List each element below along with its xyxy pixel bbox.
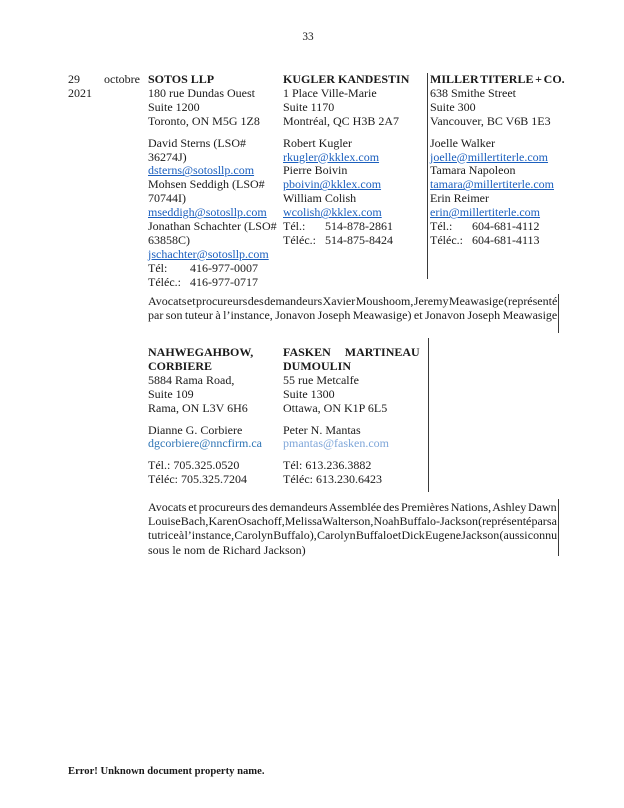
phone-label: Téléc.: [148,274,181,289]
paragraph-text: sous le nom de Richard Jackson) [148,542,306,557]
text-line: 638 Smithe Street [430,85,516,100]
phone-line [148,276,279,290]
text-line: Peter N. Mantas [283,422,361,437]
page-number: 33 [302,31,314,43]
firm-heading-line [148,360,279,374]
column-line [430,101,565,115]
counsel-description-1 [148,294,557,322]
firm-column-miller [430,73,565,248]
phone-label: Téléc.: [283,232,316,247]
column-line [283,374,420,388]
paragraph-line [148,514,557,528]
column-line [283,101,411,115]
text-line: Ottawa, ON K1P 6L5 [283,400,388,415]
phone-label: Tél.: [283,219,306,234]
column-line [430,192,565,206]
text-line: Dianne G. Corbiere [148,422,243,437]
column-line [148,424,279,438]
text-line: Toronto, ON M5G 1Z8 [148,113,260,128]
column-line [283,87,411,101]
column-line [148,473,279,487]
text-line: Joelle Walker [430,135,496,150]
phone-text: Tél: 416-977-0007 [148,260,258,275]
change-bar-4 [558,499,559,556]
text-line: Suite 109 [148,386,194,401]
text-line: David Sterns (LSO# [148,135,246,150]
firm-name-text: KUGLER KANDESTIN [283,72,410,86]
column-line [283,388,420,402]
text-line: Robert Kugler [283,135,352,150]
text-line: 36274J) [148,149,187,164]
column-line [283,437,420,451]
paragraph-text: Avocats et procureurs des demandeurs Xavier Moushoom, Jeremy Meawasige (représenté [148,294,558,308]
email-link[interactable]: pmantas@fasken.com [283,436,390,451]
paragraph-text: Louise Bach, Karen Osachoff, Melissa Walterson, Noah Buffalo-Jackson (représenté par sa [148,514,557,529]
column-line [148,87,279,101]
column-line [430,151,565,165]
email-link[interactable]: erin@millertiterle.com [430,205,541,220]
email-link[interactable]: rkugler@kklex.com [283,149,380,164]
text-line: 70744I) [148,191,186,206]
column-line [148,192,279,206]
paragraph-line [148,528,557,542]
entry-date-line1 [68,73,140,87]
email-link[interactable]: wcolish@kklex.com [283,205,382,220]
column-line [148,248,279,262]
firm-heading-line [283,360,420,374]
phone-text: Téléc.: 604-681-4113 [430,232,540,247]
phone-text: Téléc.: 416-977-0717 [148,274,258,289]
column-line [283,459,420,473]
firm-heading-line [148,346,279,360]
column-line [283,115,411,129]
paragraph-line [148,500,557,514]
firm-name-text: MILLER TITERLE + CO. [430,72,565,86]
column-line [148,234,279,248]
column-line [148,164,279,178]
text-line: 5884 Rama Road, [148,372,235,387]
column-line [430,115,565,129]
column-line [148,220,279,234]
firm-column-fasken [283,346,420,487]
firm-heading-line [148,73,279,87]
phone-line [283,234,411,248]
text-line: Suite 300 [430,99,476,114]
email-link[interactable]: tamara@millertiterle.com [430,177,554,192]
footer-error-text: Error! Unknown document property name. [68,766,265,777]
text-line: 180 rue Dundas Ouest [148,85,255,100]
entry-date-year: 2021 [68,85,92,100]
text-line: Tamara Napoleon [430,163,516,178]
paragraph-line [148,308,557,322]
text-line: Vancouver, BC V6B 1E3 [430,113,551,128]
text-line: 63858C) [148,232,190,247]
text-line: William Colish [283,191,357,206]
column-line [283,178,411,192]
phone-line [283,220,411,234]
column-line [148,459,279,473]
entry-date-line2 [68,87,140,101]
email-link[interactable]: pboivin@kklex.com [283,177,382,192]
text-line: Montréal, QC H3B 2A7 [283,113,399,128]
text-line: Jonathan Schachter (LSO# [148,219,277,234]
paragraph-line [148,294,557,308]
phone-label: Tél: [148,260,168,275]
phone-line [430,234,565,248]
firm-name-text: SOTOS LLP [148,72,215,86]
paragraph-line [148,543,557,557]
phone-text: Tél.: 514-878-2861 [283,219,393,234]
email-link[interactable]: jschachter@sotosllp.com [148,246,269,261]
phone-line [430,220,565,234]
text-line: Téléc: 705.325.7204 [148,472,247,487]
column-line [430,87,565,101]
text-line: Mohsen Seddigh (LSO# [148,177,265,192]
column-line [283,137,411,151]
text-line: Suite 1300 [283,386,335,401]
email-link[interactable]: dgcorbiere@nncfirm.ca [148,436,262,451]
column-line [283,192,411,206]
text-line: Rama, ON L3V 6H6 [148,400,248,415]
text-line: 1 Place Ville-Marie [283,85,377,100]
text-line: Suite 1170 [283,99,335,114]
firm-heading-line [283,346,420,360]
firm-name-text: NAHWEGAHBOW, [148,345,254,359]
column-line [148,374,279,388]
email-link[interactable]: mseddigh@sotosllp.com [148,205,267,220]
phone-text: Téléc.: 514-875-8424 [283,232,393,247]
change-bar-2 [558,294,559,333]
phone-label: Téléc.: [430,232,463,247]
column-line [148,388,279,402]
column-line [148,137,279,151]
entry-date-text: 29 octobre [68,72,140,86]
column-line [283,402,420,416]
column-line [148,206,279,220]
column-line [283,164,411,178]
email-link[interactable]: dsterns@sotosllp.com [148,163,255,178]
text-line: Erin Reimer [430,191,489,206]
firm-name-text: CORBIERE [148,358,213,373]
text-line: Suite 1200 [148,99,200,114]
paragraph-text: Avocats et procureurs des demandeurs Assemblée des Premières Nations, Ashley Dawn [148,500,557,514]
counsel-description-2 [148,500,557,557]
paragraph-text: par son tuteur à l’instance, Jonavon Joseph Meawasige) et Jonavon Joseph Meawasige [148,308,558,323]
firm-heading-line [430,73,565,87]
firm-column-nahwegahbow [148,346,279,487]
column-line [430,164,565,178]
text-line: Téléc: 613.230.6423 [283,472,382,487]
entry-date [68,73,140,101]
column-line [148,178,279,192]
phone-text: Tél.: 604-681-4112 [430,219,540,234]
column-line [283,151,411,165]
column-line [430,206,565,220]
paragraph-text: tutrice à l’instance, Carolyn Buffalo), Carolyn Buffalo et Dick Eugene Jackson (aussi connu [148,528,558,543]
phone-line [148,262,279,276]
change-bar-1 [427,73,428,279]
text-line: 55 rue Metcalfe [283,372,359,387]
column-line [283,473,420,487]
firm-column-kugler [283,73,411,248]
firm-heading-line [283,73,411,87]
text-line: Pierre Boivin [283,163,348,178]
column-line [148,402,279,416]
column-line [148,151,279,165]
phone-label: Tél.: [430,219,453,234]
firm-name-text: DUMOULIN [283,358,351,373]
column-line [283,424,420,438]
change-bar-3 [428,338,429,492]
column-line [148,101,279,115]
text-line: Tél.: 705.325.0520 [148,458,240,473]
column-line [430,178,565,192]
column-line [148,115,279,129]
email-link[interactable]: joelle@millertiterle.com [430,149,549,164]
column-line [430,137,565,151]
text-line: Tél: 613.236.3882 [283,458,372,473]
firm-name-text: FASKEN MARTINEAU [283,345,420,359]
firm-column-sotos [148,73,279,290]
column-line [148,437,279,451]
column-line [283,206,411,220]
